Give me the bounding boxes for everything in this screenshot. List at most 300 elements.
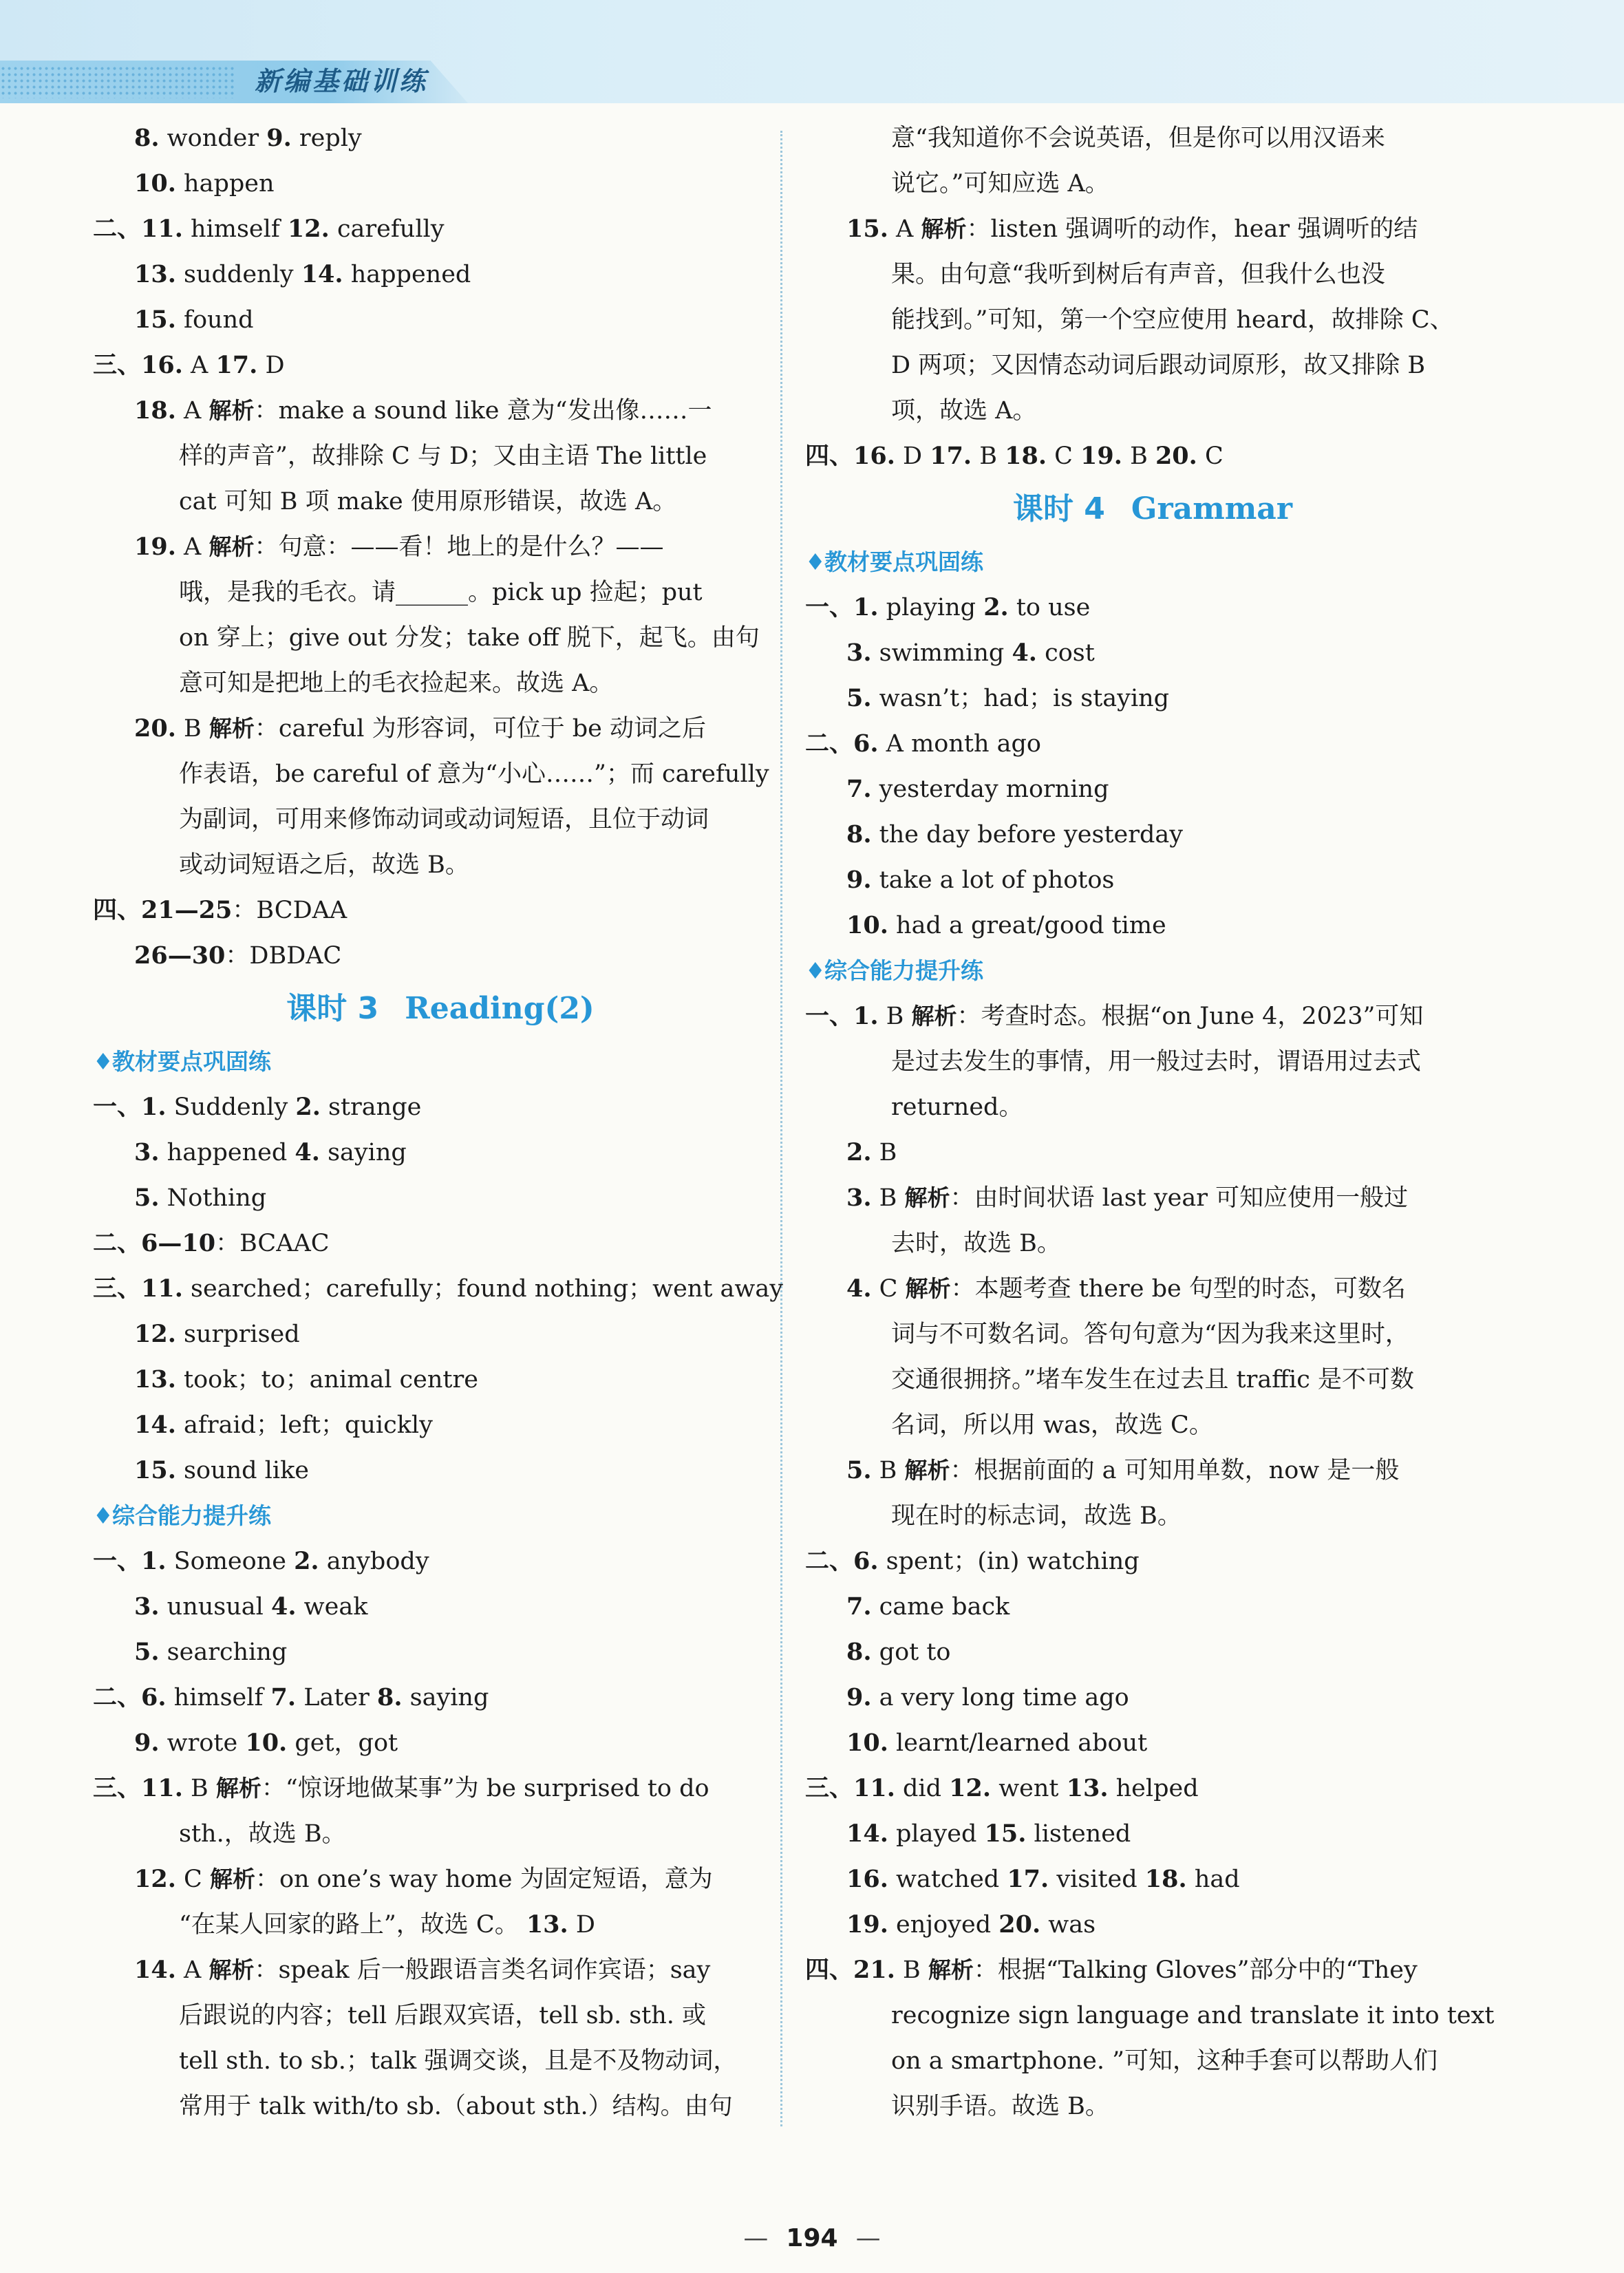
analysis-label: 解析	[905, 1275, 951, 1302]
question-number: 14.	[134, 1956, 176, 1984]
answer-line	[93, 797, 788, 842]
answer-text: took；to；animal centre	[175, 1366, 478, 1394]
answer-text: C	[1197, 442, 1224, 470]
answer-line	[93, 1766, 788, 1811]
answer-text: B	[871, 1139, 897, 1166]
answer-text: searched；carefully；found nothing；went away	[182, 1275, 784, 1303]
question-number: 9.	[846, 1683, 872, 1711]
answer-line	[805, 116, 1500, 161]
question-number: 13.	[1066, 1774, 1109, 1802]
answer-text: ：BCDAA	[232, 897, 348, 924]
answer-line	[805, 1811, 1500, 1857]
answer-line	[93, 1720, 788, 1766]
question-number: 9.	[846, 866, 872, 894]
answer-line	[93, 615, 788, 661]
answer-line	[805, 1902, 1500, 1947]
answer-text: ：考查时态。根据“on June 4，2023”可知	[957, 1003, 1424, 1030]
question-number: 一、1.	[93, 1093, 167, 1121]
answer-line	[805, 903, 1500, 948]
question-number: 7.	[270, 1683, 297, 1711]
page-header	[0, 0, 1624, 103]
answer-line	[805, 585, 1500, 630]
answer-text: 哦，是我的毛衣。请______。pick up 捡起；put	[179, 579, 703, 606]
diamond-icon: ♦	[805, 957, 826, 984]
answer-text: on 穿上；give out 分发；take off 脱下，起飞。由句	[179, 624, 760, 652]
answer-text: 交通很拥挤。”堵车发生在过去且 traffic 是不可数	[891, 1366, 1414, 1394]
answer-text: recognize sign language and translate it into text	[891, 2002, 1495, 2029]
question-number: 13.	[134, 1365, 176, 1394]
question-number: 一、1.	[805, 1002, 879, 1030]
exercise-section-heading	[805, 948, 1500, 994]
answer-text: D	[895, 442, 930, 470]
answer-text: B	[871, 1457, 905, 1484]
answer-text: 项，故选 A。	[891, 397, 1037, 425]
answer-line	[805, 1175, 1500, 1221]
answer-text: C	[871, 1275, 906, 1303]
question-number: 14.	[846, 1820, 888, 1848]
answer-line	[93, 434, 788, 479]
question-number: 8.	[376, 1683, 403, 1711]
answer-text: ：根据“Talking Gloves”部分中的“They	[973, 1956, 1418, 1984]
answer-text: happen	[175, 170, 275, 198]
answer-text: take a lot of photos	[871, 866, 1115, 894]
exercise-section-heading	[805, 540, 1500, 585]
answer-line	[805, 297, 1500, 343]
answer-text: happened	[159, 1139, 295, 1166]
exercise-section-label: 综合能力提升练	[112, 1502, 271, 1529]
answer-text: A	[888, 215, 921, 243]
answer-text: himself	[166, 1684, 271, 1711]
question-number: 四、16.	[805, 442, 895, 470]
answer-line	[805, 630, 1500, 676]
exercise-section-heading	[93, 1493, 788, 1539]
answer-text: saying	[319, 1139, 407, 1166]
answer-text: strange	[320, 1093, 422, 1121]
answer-text: afraid；left；quickly	[175, 1411, 433, 1439]
answer-text: had a great/good time	[888, 912, 1166, 939]
answer-line	[805, 1993, 1500, 2038]
answer-text: 后跟说的内容；tell 后跟双宾语，tell sb. sth. 或	[179, 2002, 707, 2029]
answer-text: 去时，故选 B。	[891, 1230, 1061, 1257]
answer-text: D 两项；又因情态动词后跟动词原形，故又排除 B	[891, 352, 1426, 379]
answer-text: 词与不可数名词。答句句意为“因为我来这里时，	[891, 1321, 1409, 1348]
analysis-label: 解析	[215, 1775, 261, 1802]
question-number: 7.	[846, 775, 872, 803]
answer-text: Suddenly	[166, 1093, 296, 1121]
diamond-icon: ♦	[93, 1048, 114, 1075]
question-number: 8.	[846, 1638, 872, 1666]
answer-line	[93, 1630, 788, 1675]
answer-text: did	[895, 1775, 950, 1802]
answer-line	[93, 706, 788, 751]
answer-line	[93, 388, 788, 434]
answer-line	[805, 1130, 1500, 1175]
answer-text: went	[991, 1775, 1067, 1802]
question-number: 7.	[846, 1592, 872, 1621]
question-number: 15.	[134, 306, 176, 334]
answer-text: B	[972, 442, 1005, 470]
question-number: 二、6—10	[93, 1229, 216, 1257]
answer-text: reply	[291, 125, 362, 152]
question-number: 13.	[134, 260, 176, 288]
answer-text: playing	[878, 594, 984, 621]
answer-line	[805, 1630, 1500, 1675]
page-footer	[0, 2224, 1624, 2252]
question-number: 3.	[134, 1592, 160, 1621]
question-number: 18.	[1144, 1865, 1187, 1893]
question-number: 10.	[846, 1729, 888, 1757]
answer-line	[805, 1539, 1500, 1584]
analysis-label: 解析	[209, 397, 255, 424]
analysis-label: 解析	[904, 1457, 950, 1484]
answer-text: to use	[1008, 594, 1091, 621]
answer-text: got to	[871, 1639, 951, 1666]
question-number: 20.	[1155, 442, 1197, 470]
question-number: 14.	[301, 260, 343, 288]
question-number: 19.	[846, 1910, 888, 1939]
answer-text: played	[888, 1820, 985, 1848]
answer-text: A	[175, 1956, 209, 1984]
answer-text: 意“我知道你不会说英语，但是你可以用汉语来	[891, 125, 1385, 152]
answer-text: A month ago	[878, 730, 1041, 758]
question-number: 13.	[526, 1910, 568, 1939]
answer-text: cat 可知 B 项 make 使用原形错误，故选 A。	[179, 488, 677, 515]
answer-text: watched	[888, 1866, 1007, 1893]
answer-text: ：BCAAC	[215, 1230, 330, 1257]
answer-line	[805, 388, 1500, 434]
question-number: 3.	[134, 1138, 160, 1166]
analysis-label: 解析	[209, 1956, 255, 1983]
answer-line	[93, 1357, 788, 1402]
answer-line	[93, 343, 788, 388]
answer-text: 现在时的标志词，故选 B。	[891, 1502, 1182, 1530]
question-number: 8.	[846, 820, 872, 849]
answer-line	[805, 1584, 1500, 1630]
answer-text: 样的声音”，故排除 C 与 D；又由主语 The little	[179, 442, 707, 470]
footer-dash-right: —	[855, 2224, 881, 2252]
answer-text: B	[175, 715, 209, 743]
question-number: 三、11.	[805, 1774, 895, 1802]
answer-line	[805, 343, 1500, 388]
question-number: 26—30	[134, 941, 226, 970]
header-dot-pattern	[0, 65, 234, 98]
answer-line	[805, 721, 1500, 767]
answer-text: “在某人回家的路上”，故选 C。	[179, 1911, 526, 1939]
lesson-number: 课时 4	[1012, 491, 1105, 526]
answer-text: ：句意：——看！地上的是什么？——	[254, 533, 664, 561]
answer-text: 为副词，可用来修饰动词或动词短语，且位于动词	[179, 806, 709, 833]
question-number: 一、1.	[805, 593, 879, 621]
question-number: 12.	[134, 1865, 176, 1893]
lesson-title	[805, 479, 1500, 540]
answer-text: 名词，所以用 was，故选 C。	[891, 1411, 1213, 1439]
answer-text: 是过去发生的事情，用一般过去时，谓语用过去式	[891, 1048, 1422, 1076]
answer-line	[93, 1902, 788, 1947]
answer-line	[93, 252, 788, 297]
answer-text: wonder	[159, 125, 267, 152]
question-number: 2.	[846, 1138, 872, 1166]
question-number: 4.	[271, 1592, 297, 1621]
answer-line	[805, 994, 1500, 1039]
answer-line	[93, 479, 788, 524]
answer-line	[93, 570, 788, 615]
answer-text: ：careful 为形容词，可位于 be 动词之后	[254, 715, 706, 743]
answer-text: on a smartphone. ”可知，这种手套可以帮助人们	[891, 2047, 1438, 2075]
question-number: 3.	[846, 1184, 872, 1212]
answer-text: Someone	[166, 1548, 295, 1575]
answer-text: A	[175, 397, 209, 425]
answer-text: D	[568, 1911, 595, 1939]
analysis-label: 解析	[904, 1184, 950, 1211]
answer-line	[93, 661, 788, 706]
answer-line	[805, 1857, 1500, 1902]
question-number: 10.	[846, 911, 888, 939]
question-number: 17.	[215, 351, 258, 379]
answer-line	[805, 1085, 1500, 1130]
answer-line	[805, 1221, 1500, 1266]
answer-text: C	[175, 1866, 210, 1893]
analysis-label: 解析	[911, 1003, 957, 1029]
answer-line	[805, 1039, 1500, 1085]
answer-line	[93, 1175, 788, 1221]
answer-text: a very long time ago	[871, 1684, 1129, 1711]
question-number: 二、6.	[805, 729, 879, 758]
question-number: 10.	[245, 1729, 288, 1757]
answer-line	[805, 1402, 1500, 1448]
answer-line	[805, 1766, 1500, 1811]
lesson-title	[93, 979, 788, 1039]
answer-text: wrote	[159, 1729, 246, 1757]
answer-text: ：speak 后一般跟语言类名词作宾语；say	[254, 1956, 711, 1984]
page-number: 194	[786, 2224, 838, 2252]
question-number: 16.	[846, 1865, 888, 1893]
analysis-label: 解析	[921, 215, 967, 242]
answer-text: returned。	[891, 1093, 1023, 1121]
answer-text: 说它。”可知应选 A。	[891, 170, 1109, 198]
answer-line	[805, 1357, 1500, 1402]
answer-line	[93, 206, 788, 252]
answer-text: Later	[296, 1684, 377, 1711]
answer-line	[805, 434, 1500, 479]
question-number: 15.	[846, 215, 888, 243]
answer-line	[93, 1402, 788, 1448]
question-number: 2.	[294, 1547, 319, 1575]
lesson-topic: Reading(2)	[405, 991, 595, 1026]
question-number: 17.	[1007, 1865, 1049, 1893]
answer-text: searching	[159, 1639, 288, 1666]
question-number: 8.	[134, 124, 160, 152]
answer-line	[805, 1947, 1500, 1993]
question-number: 9.	[134, 1729, 160, 1757]
answer-text: listened	[1026, 1820, 1131, 1848]
answer-text: happened	[343, 261, 471, 288]
answer-line	[93, 933, 788, 979]
answer-line	[805, 1675, 1500, 1720]
question-number: 19.	[134, 533, 176, 561]
answer-text: came back	[871, 1593, 1010, 1621]
answer-line	[805, 1266, 1500, 1312]
answer-line	[805, 1720, 1500, 1766]
answer-text: B	[1122, 442, 1155, 470]
lesson-number: 课时 3	[286, 991, 379, 1026]
answer-text: swimming	[871, 639, 1012, 667]
answer-line	[805, 1312, 1500, 1357]
question-number: 5.	[846, 684, 872, 712]
answer-text: ：on one’s way home 为固定短语，意为	[255, 1866, 713, 1893]
analysis-label: 解析	[209, 715, 255, 742]
question-number: 三、11.	[93, 1774, 183, 1802]
answer-line	[93, 297, 788, 343]
answer-line	[93, 1539, 788, 1584]
answer-text: ：make a sound like 意为“发出像……一	[254, 397, 712, 425]
answer-line	[93, 751, 788, 797]
answer-line	[93, 1675, 788, 1720]
answer-text: anybody	[319, 1548, 429, 1575]
question-number: 17.	[930, 442, 972, 470]
answer-text: ：DBDAC	[225, 942, 342, 970]
question-number: 二、11.	[93, 215, 183, 243]
answer-text: suddenly	[175, 261, 301, 288]
answer-text: cost	[1036, 639, 1095, 667]
answer-text: ：本题考查 there be 句型的时态，可数名	[950, 1275, 1406, 1303]
answer-text: himself	[182, 215, 288, 243]
answer-line	[93, 524, 788, 570]
answer-text: B	[878, 1003, 912, 1030]
answer-line	[805, 812, 1500, 857]
answer-line	[805, 1448, 1500, 1493]
question-number: 三、11.	[93, 1274, 183, 1303]
diamond-icon: ♦	[805, 548, 826, 575]
question-number: 12.	[134, 1320, 176, 1348]
answer-text: weak	[296, 1593, 368, 1621]
answer-text: 能找到。”可知，第一个空应使用 heard，故排除 C、	[891, 306, 1454, 334]
answer-text: 意可知是把地上的毛衣捡起来。故选 A。	[179, 670, 614, 697]
question-number: 18.	[134, 396, 176, 425]
answer-text: ：“惊讶地做某事”为 be surprised to do	[261, 1775, 709, 1802]
answer-text: 果。由句意“我听到树后有声音，但我什么也没	[891, 261, 1385, 288]
question-number: 12.	[949, 1774, 992, 1802]
answer-text: get，got	[287, 1729, 398, 1757]
answer-text: sound like	[175, 1457, 309, 1484]
question-number: 5.	[134, 1184, 160, 1212]
question-number: 12.	[287, 215, 330, 243]
answer-text: C	[1047, 442, 1081, 470]
exercise-section-label: 教材要点巩固练	[112, 1048, 271, 1075]
answer-column-right	[805, 116, 1500, 2129]
question-number: 15.	[984, 1820, 1027, 1848]
question-number: 2.	[983, 593, 1009, 621]
question-number: 四、21—25	[93, 896, 233, 924]
question-number: 14.	[134, 1411, 176, 1439]
question-number: 9.	[266, 124, 292, 152]
answer-text: surprised	[175, 1321, 300, 1348]
question-number: 4.	[295, 1138, 320, 1166]
answer-text: 作表语，be careful of 意为“小心……”；而 carefully	[179, 760, 769, 788]
answer-text: 常用于 talk with/to sb.（about sth.）结构。由句	[179, 2093, 733, 2120]
answer-line	[93, 1857, 788, 1902]
answer-text: enjoyed	[888, 1911, 999, 1939]
answer-text: carefully	[329, 215, 445, 243]
answer-text: had	[1186, 1866, 1240, 1893]
answer-text: unusual	[159, 1593, 271, 1621]
answer-line	[93, 161, 788, 206]
answer-text: ：根据前面的 a 可知用单数，now 是一般	[950, 1457, 1400, 1484]
answer-text: 识别手语。故选 B。	[891, 2093, 1109, 2120]
question-number: 二、6.	[93, 1683, 167, 1711]
answer-text: tell sth. to sb.；talk 强调交谈，且是不及物动词，	[179, 2047, 738, 2075]
answer-text: ：listen 强调听的动作，hear 强调听的结	[966, 215, 1418, 243]
answer-text: B	[871, 1184, 905, 1212]
answer-text: A	[182, 352, 216, 379]
answer-text: saying	[402, 1684, 489, 1711]
answer-line	[93, 1947, 788, 1993]
question-number: 15.	[134, 1456, 176, 1484]
analysis-label: 解析	[928, 1956, 974, 1983]
answer-text: the day before yesterday	[871, 821, 1184, 849]
answer-line	[93, 116, 788, 161]
answer-line	[805, 2084, 1500, 2129]
book-series-title: 新编基础训练	[255, 66, 429, 96]
answer-text: sth.，故选 B。	[179, 1820, 346, 1848]
question-number: 3.	[846, 639, 872, 667]
answer-line	[805, 767, 1500, 812]
answer-text: Nothing	[159, 1184, 267, 1212]
answer-text: B	[182, 1775, 216, 1802]
question-number: 三、16.	[93, 351, 183, 379]
answer-line	[805, 161, 1500, 206]
answer-text: yesterday morning	[871, 776, 1109, 803]
answer-line	[93, 1130, 788, 1175]
answer-text: visited	[1049, 1866, 1145, 1893]
answer-line	[93, 1811, 788, 1857]
footer-dash-left: —	[743, 2224, 769, 2252]
question-number: 10.	[134, 169, 176, 198]
question-number: 一、1.	[93, 1547, 167, 1575]
answer-line	[805, 1493, 1500, 1539]
answer-line	[93, 1266, 788, 1312]
answer-text: B	[895, 1956, 928, 1984]
answer-line	[805, 2038, 1500, 2084]
diamond-icon: ♦	[93, 1502, 114, 1529]
answer-line	[93, 842, 788, 888]
question-number: 5.	[134, 1638, 160, 1666]
answer-line	[93, 1312, 788, 1357]
answer-line	[93, 1085, 788, 1130]
exercise-section-label: 综合能力提升练	[824, 957, 983, 984]
analysis-label: 解析	[209, 1866, 255, 1892]
answer-line	[93, 2084, 788, 2129]
answer-text: learnt/learned about	[888, 1729, 1148, 1757]
question-number: 4.	[1012, 639, 1037, 667]
answer-text: spent；(in) watching	[878, 1548, 1140, 1575]
question-number: 4.	[846, 1274, 872, 1303]
question-number: 20.	[134, 714, 176, 743]
answer-line	[93, 1584, 788, 1630]
question-number: 5.	[846, 1456, 872, 1484]
answer-line	[805, 857, 1500, 903]
question-number: 18.	[1005, 442, 1047, 470]
exercise-section-heading	[93, 1039, 788, 1085]
question-number: 四、21.	[805, 1956, 895, 1984]
answer-text: was	[1040, 1911, 1096, 1939]
answer-text: D	[257, 352, 285, 379]
answer-text: wasn’t；had；is staying	[871, 685, 1170, 712]
answer-line	[93, 2038, 788, 2084]
answer-line	[93, 1221, 788, 1266]
analysis-label: 解析	[209, 533, 255, 560]
answer-text: A	[175, 533, 209, 561]
exercise-section-label: 教材要点巩固练	[824, 548, 983, 575]
